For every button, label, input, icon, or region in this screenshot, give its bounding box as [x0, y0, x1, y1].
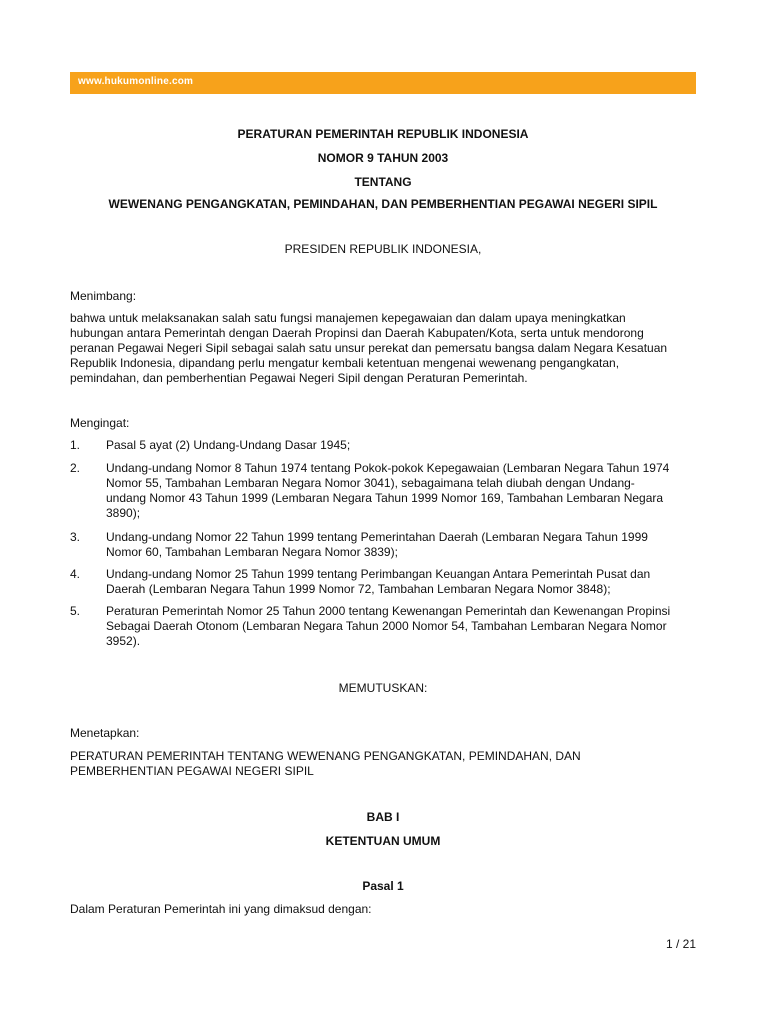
title-line-2: NOMOR 9 TAHUN 2003 — [317, 151, 449, 165]
list-line: Undang-undang Nomor 22 Tahun 1999 tentang Pemerintahan Daerah (Lembaran Negara Tahun 1999 — [106, 530, 648, 544]
list-line: undang Nomor 43 Tahun 1999 (Lembaran Negara Tahun 1999 Nomor 169, Tambahan Lembaran Negara — [106, 491, 664, 505]
menimbang-line: Republik Indonesia, dipandang perlu mengatur kembali ketentuan mengenai wewenang pengangkatan, — [70, 356, 620, 370]
title-line-3: TENTANG — [354, 175, 412, 189]
mengingat-label: Mengingat: — [70, 416, 130, 430]
list-line: Sebagai Daerah Otonom (Lembaran Negara Tahun 2000 Nomor 54, Tambahan Lembaran Negara Nomor — [106, 619, 667, 633]
header-bar — [70, 72, 696, 94]
menimbang-line: peranan Pegawai Negeri Sipil sebagai salah satu unsur perekat dan pemersatu bangsa dalam Negara Kesatuan — [70, 341, 668, 355]
list-text — [106, 438, 696, 453]
menetapkan-text — [70, 749, 696, 779]
bab-number: BAB I — [366, 810, 400, 824]
list-text — [106, 461, 696, 521]
list-line: Undang-undang Nomor 25 Tahun 1999 tentang Perimbangan Keuangan Antara Pemerintah Pusat dan — [106, 567, 651, 581]
list-line: Daerah (Lembaran Negara Tahun 1999 Nomor 72, Tambahan Lembaran Negara Nomor 3848); — [106, 582, 611, 596]
list-line: Nomor 55, Tambahan Lembaran Negara Nomor 3041), sebagaimana telah diubah dengan Undang- — [106, 476, 635, 490]
list-line: Undang-undang Nomor 8 Tahun 1974 tentang Pokok-pokok Kepegawaian (Lembaran Negara Tahun 1974 — [106, 461, 670, 475]
pasal-intro: Dalam Peraturan Pemerintah ini yang dimaksud dengan: — [70, 902, 372, 916]
menetapkan-line: PEMBERHENTIAN PEGAWAI NEGERI SIPIL — [70, 764, 314, 778]
list-line: 3890); — [106, 506, 141, 520]
memutuskan-heading: MEMUTUSKAN: — [338, 681, 428, 695]
menetapkan-label: Menetapkan: — [70, 726, 140, 740]
title-line-4: WEWENANG PENGANGKATAN, PEMINDAHAN, DAN PEMBERHENTIAN PEGAWAI NEGERI SIPIL — [108, 197, 658, 211]
site-url[interactable]: www.hukumonline.com — [78, 76, 194, 87]
list-number: 3. — [70, 530, 81, 544]
list-number: 1. — [70, 438, 81, 452]
bab-title: KETENTUAN UMUM — [325, 834, 441, 848]
list-line: 3952). — [106, 634, 141, 648]
list-text — [106, 567, 696, 597]
list-line: Pasal 5 ayat (2) Undang-Undang Dasar 1945; — [106, 438, 351, 452]
menimbang-label: Menimbang: — [70, 289, 137, 303]
president-line: PRESIDEN REPUBLIK INDONESIA, — [284, 242, 482, 256]
list-line: Peraturan Pemerintah Nomor 25 Tahun 2000 tentang Kewenangan Pemerintah dan Kewenangan Propinsi — [106, 604, 671, 618]
menimbang-line: pemindahan, dan pemberhentian Pegawai Negeri Sipil dengan Peraturan Pemerintah. — [70, 371, 528, 385]
title-line-1: PERATURAN PEMERINTAH REPUBLIK INDONESIA — [237, 127, 529, 141]
list-line: Nomor 60, Tambahan Lembaran Negara Nomor 3839); — [106, 545, 398, 559]
pasal-title: Pasal 1 — [362, 879, 404, 893]
list-number: 2. — [70, 461, 81, 475]
menimbang-line: hubungan antara Pemerintah dengan Daerah Propinsi dan Daerah Kabupaten/Kota, serta untuk mendorong — [70, 326, 644, 340]
list-text — [106, 604, 696, 649]
page-indicator: 1 / 21 — [665, 937, 696, 951]
list-number: 4. — [70, 567, 81, 581]
menimbang-text — [70, 311, 696, 386]
menetapkan-line: PERATURAN PEMERINTAH TENTANG WEWENANG PENGANGKATAN, PEMINDAHAN, DAN — [70, 749, 581, 763]
list-text — [106, 530, 696, 560]
menimbang-line: bahwa untuk melaksanakan salah satu fungsi manajemen kepegawaian dan dalam upaya meningkatkan — [70, 311, 626, 325]
list-number: 5. — [70, 604, 81, 618]
